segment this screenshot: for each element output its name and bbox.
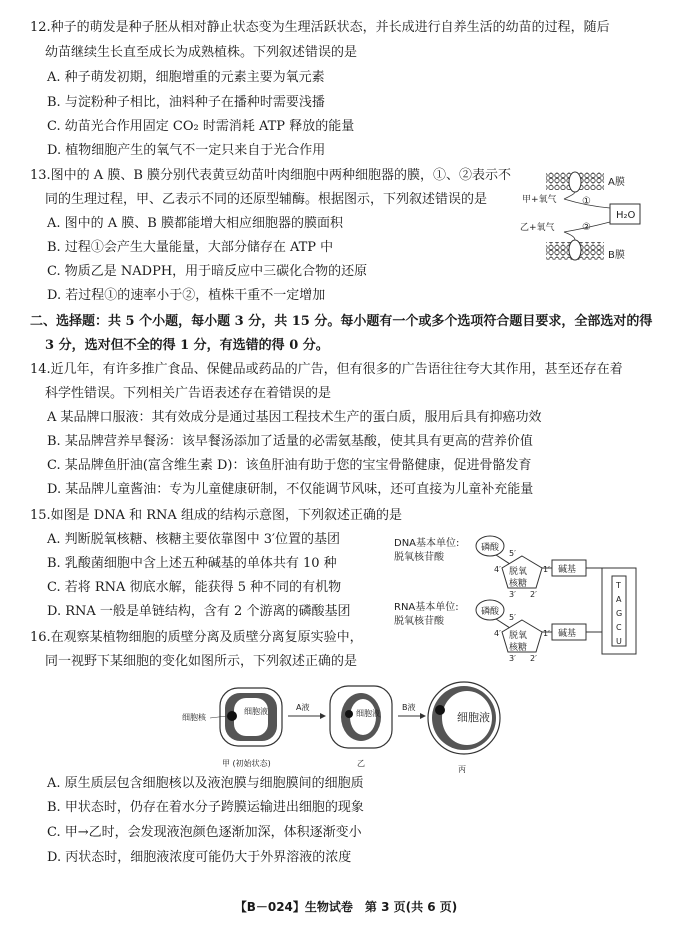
q12-stem-line1: 12.种子的萌发是种子胚从相对静止状态变为生理活跃状态，并长成进行自养生活的幼苗的过程，随后	[30, 20, 610, 35]
svg-text:5′: 5′	[509, 613, 516, 622]
dna-phosphate-label: 磷酸	[481, 543, 500, 553]
q13-stem-line1: 13.图中的 A 膜、B 膜分别代表黄豆幼苗叶肉细胞中两种细胞器的膜，①、②表示不	[30, 168, 512, 183]
rna-unit-label: RNA基本单位:	[394, 602, 459, 613]
q13-option-c: C. 物质乙是 NADPH，用于暗反应中三碳化合物的还原	[47, 264, 368, 279]
q16-option-d: D. 丙状态时，细胞液浓度可能仍大于外界溶液的浓度	[47, 850, 352, 865]
svg-text:碱基: 碱基	[558, 629, 577, 639]
svg-text:细胞液: 细胞液	[244, 707, 268, 716]
section2-instruction-line1: 二、选择题：共 5 个小题，每小题 3 分，共 15 分。每小题有一个或多个选项符合题目要求，全部选对的得	[30, 314, 653, 329]
svg-text:C: C	[616, 623, 622, 632]
dna-unit-label: DNA基本单位:	[394, 538, 460, 549]
q15-option-c: C. 若将 RNA 彻底水解，能获得 5 种不同的有机物	[47, 580, 342, 595]
rna-unit-name: 脱氧核苷酸	[394, 616, 444, 627]
svg-text:G: G	[616, 609, 623, 618]
cell-yi-label: 乙	[357, 759, 365, 768]
svg-text:4′: 4′	[494, 629, 501, 638]
a-liquid-label: A液	[296, 703, 310, 712]
svg-text:U: U	[616, 637, 622, 646]
svg-text:细胞液: 细胞液	[457, 711, 490, 724]
svg-text:脱氧: 脱氧	[509, 567, 528, 577]
q12-option-a: A. 种子萌发初期，细胞增重的元素主要为氧元素	[47, 70, 325, 85]
q16-stem-line1: 16.在观察某植物细胞的质壁分离及质壁分离复原实验中，	[30, 630, 363, 645]
q16-option-a: A. 原生质层包含细胞核以及液泡膜与细胞膜间的细胞质	[47, 776, 364, 791]
svg-text:脱氧: 脱氧	[509, 631, 528, 641]
cell-yi-nucleus	[345, 710, 353, 718]
q13-option-b: B. 过程①会产生大量能量，大部分储存在 ATP 中	[47, 240, 334, 255]
q15-option-b: B. 乳酸菌细胞中含上述五种碱基的单体共有 10 种	[47, 556, 337, 571]
q14-option-a: A 某品牌口服液：其有效成分是通过基因工程技术生产的蛋白质，服用后具有抑癌功效	[47, 410, 542, 425]
q12-stem-line2: 幼苗继续生长直至成长为成熟植株。下列叙述错误的是	[45, 45, 358, 60]
q15-option-a: A. 判断脱氧核糖、核糖主要依靠图中 3′位置的基团	[47, 532, 341, 547]
page-footer: 【B－024】生物试卷 第 3 页(共 6 页)	[234, 900, 458, 914]
q13-membrane-figure	[512, 166, 662, 274]
q16-stem-line2: 同一视野下某细胞的变化如图所示，下列叙述正确的是	[45, 654, 358, 669]
svg-text:2′: 2′	[530, 654, 537, 663]
svg-text:核糖: 核糖	[509, 643, 528, 653]
svg-text:碱基: 碱基	[558, 565, 577, 575]
cell-jia-nucleus	[227, 711, 237, 721]
b-membrane-protein	[569, 240, 581, 260]
q14-stem-line1: 14.近几年，有许多推广食品、保健品或药品的广告，但有很多的广告语往往夸大其作用，甚至还存在着	[30, 362, 623, 377]
cell-bing-label: 丙	[458, 765, 466, 774]
q15-stem: 15.如图是 DNA 和 RNA 组成的结构示意图，下列叙述正确的是	[30, 508, 402, 523]
h2o-label: H₂O	[616, 210, 636, 221]
svg-text:3′: 3′	[509, 654, 516, 663]
q12-option-c: C. 幼苗光合作用固定 CO₂ 时需消耗 ATP 释放的能量	[47, 119, 355, 134]
cell-jia-label: 甲 (初始状态)	[222, 759, 271, 768]
b-liquid-label: B液	[402, 703, 416, 712]
svg-text:5′: 5′	[509, 549, 516, 558]
svg-text:4′: 4′	[494, 565, 501, 574]
q14-option-d: D. 某品牌儿童酱油：专为儿童健康研制，不仅能调节风味，还可直接为儿童补充能量	[47, 482, 534, 497]
cell-bing-nucleus	[435, 705, 445, 715]
yi-label: 乙+氧气	[520, 223, 555, 233]
q13-option-d: D. 若过程①的速率小于②，植株干重不一定增加	[47, 288, 326, 303]
svg-text:T: T	[616, 581, 621, 590]
svg-text:细胞液: 细胞液	[356, 709, 380, 718]
section2-instruction-line2: 3 分，选对但不全的得 1 分，有选错的得 0 分。	[45, 338, 329, 353]
svg-text:核糖: 核糖	[509, 579, 528, 589]
q14-option-c: C. 某品牌鱼肝油(富含维生素 D)：该鱼肝油有助于您的宝宝骨骼健康，促进骨骼发育	[47, 458, 532, 473]
q12-option-b: B. 与淀粉种子相比，油料种子在播种时需要浅播	[47, 95, 325, 110]
q16-option-b: B. 甲状态时，仍存在着水分子跨膜运输进出细胞的现象	[47, 800, 364, 815]
q13-option-a: A. 图中的 A 膜、B 膜都能增大相应细胞器的膜面积	[47, 216, 343, 231]
process1-label: ①	[582, 196, 591, 207]
dna-unit-name: 脱氧核苷酸	[394, 552, 444, 563]
q15-option-d: D. RNA 一般是单链结构，含有 2 个游离的磷酸基团	[47, 604, 351, 619]
a-membrane-protein	[569, 172, 581, 192]
svg-text:1′: 1′	[543, 629, 550, 638]
q16-option-c: C. 甲→乙时，会发现液泡颜色逐渐加深，体积逐渐变小	[47, 825, 362, 840]
q14-stem-line2: 科学性错误。下列相关广告语表述存在着错误的是	[45, 386, 332, 401]
q15-nucleotide-figure	[392, 530, 652, 670]
q14-option-b: B. 某品牌营养早餐汤：该早餐汤添加了适量的必需氨基酸，使其具有更高的营养价值	[47, 434, 533, 449]
nucleus-label: 细胞核	[182, 713, 206, 722]
a-membrane-label: A膜	[608, 177, 625, 188]
b-membrane-label: B膜	[608, 250, 625, 261]
jia-label: 甲+氧气	[522, 195, 557, 205]
cell-jia-vacuole	[234, 698, 268, 736]
svg-text:3′: 3′	[509, 590, 516, 599]
q12-option-d: D. 植物细胞产生的氧气不一定只来自于光合作用	[47, 143, 326, 158]
process2-label: ②	[582, 222, 591, 233]
q13-stem-line2: 同的生理过程，甲、乙表示不同的还原型辅酶。根据图示，下列叙述错误的是	[45, 192, 488, 207]
svg-text:2′: 2′	[530, 590, 537, 599]
svg-text:1′: 1′	[543, 565, 550, 574]
svg-text:A: A	[616, 595, 622, 604]
rna-phosphate-label: 磷酸	[481, 607, 500, 617]
q16-plasmolysis-figure	[180, 680, 510, 780]
